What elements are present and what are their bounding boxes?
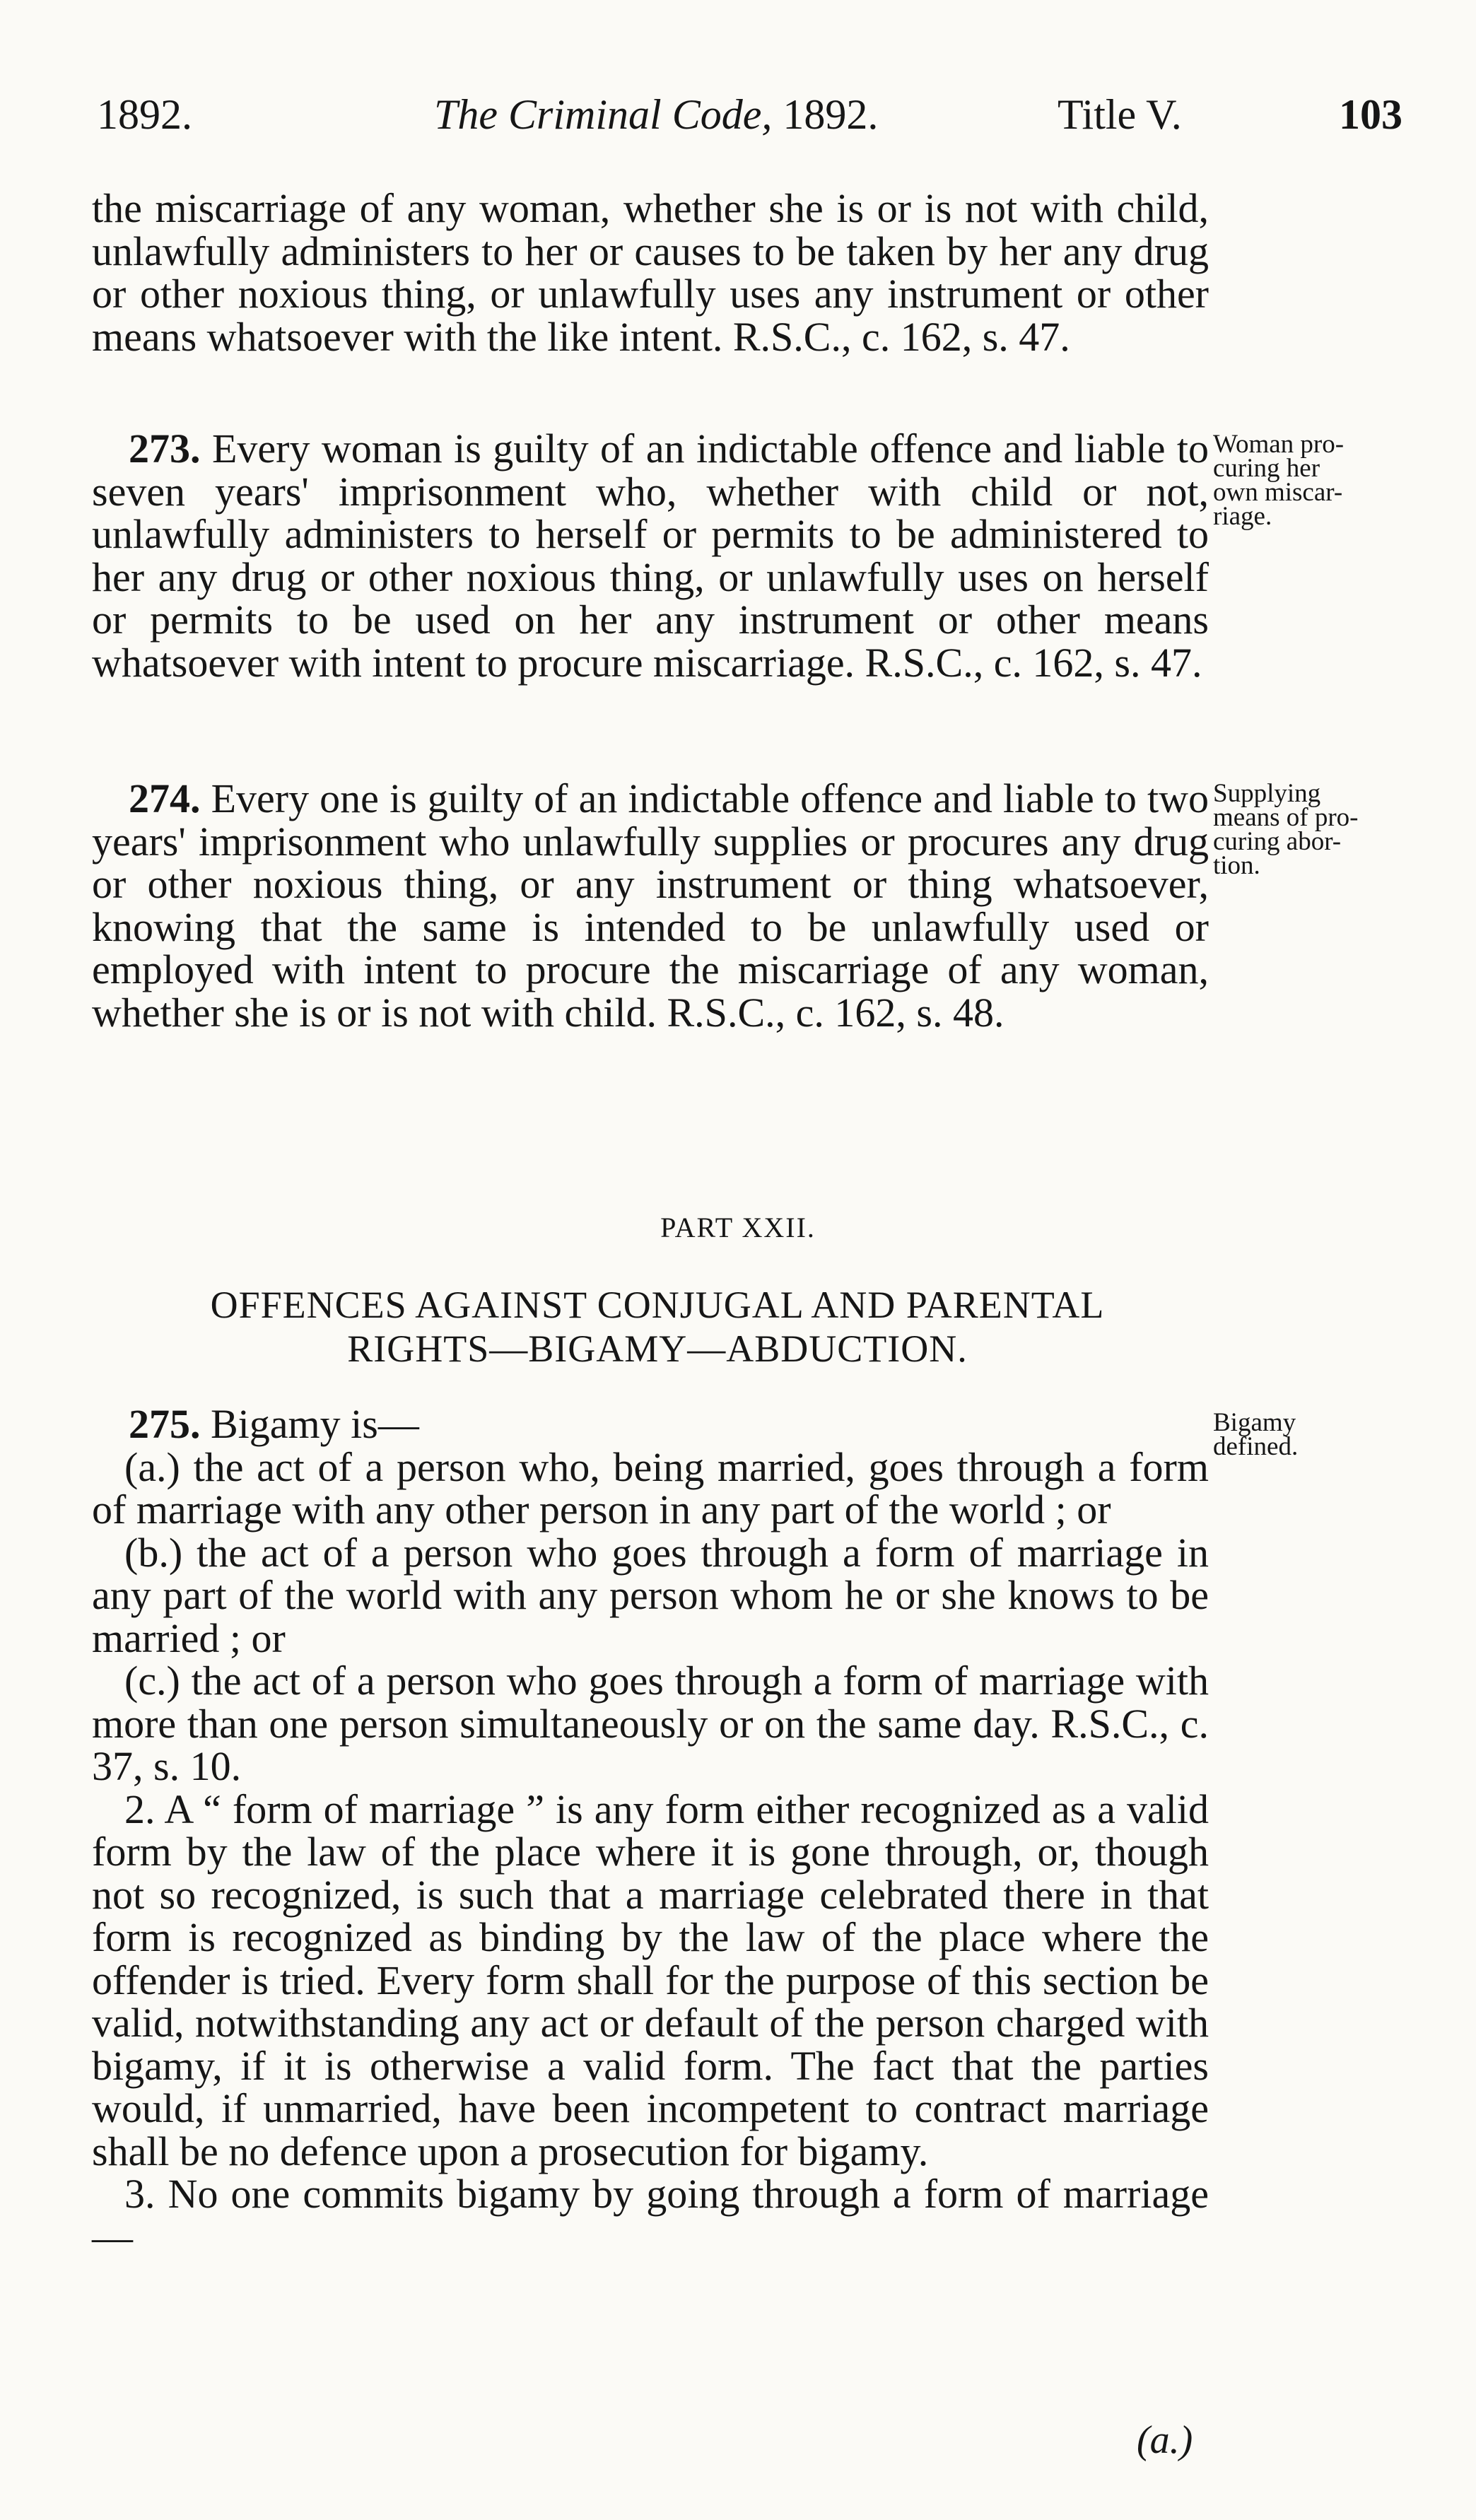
header-title-part: Title V. [1058,91,1182,138]
part-heading-line1: OFFENCES AGAINST CONJUGAL AND PARENTAL [210,1284,1105,1326]
part-heading [106,1283,1209,1371]
section-275-intro: Bigamy is— [211,1401,419,1447]
margin-note-274-line: Supplying [1213,779,1321,808]
section-273-text: Every woman is guilty of an indictable offence and liable to seven years' imprisonment who, whether with child or not, unlawfully administers to herself or permits to be administered to her any drug or other noxious thing, or unlawfully uses on herself or permits to be used on her any instrument or other means whatsoever with intent to procure miscarriage. R.S.C., c. 162, s. 47. [92,426,1210,686]
margin-note-274-line: curing abor- [1213,827,1342,856]
part-label: PART XXII. [660,1212,816,1243]
section-274-text: Every one is guilty of an indictable offence and liable to two years' imprisonment who unlawfully supplies or procures any drug or other noxious thing, or any instrument or thing whatsoever, knowing that the same is intended to be unlawfully used or employed with intent to procure the miscarriage of any woman, whether she is or is not with child. R.S.C., c. 162, s. 48. [92,775,1210,1036]
section-275-number: 275. [129,1401,201,1447]
margin-note-274-line: means of pro- [1213,803,1359,832]
section-275 [92,1403,1209,2258]
margin-note-275-line: defined. [1213,1432,1299,1461]
section-275-clause-c: (c.) the act of a person who goes through a form of marriage with more than one person simultaneously or on the same day. R.S.C., c. 37, s. 10. [92,1658,1209,1789]
margin-note-273 [1213,430,1425,531]
catchword: (a.) [1137,2418,1193,2462]
margin-note-273-line: curing her [1213,454,1320,483]
section-275-clause-a: (a.) the act of a person who, being married, goes through a form of marriage with any other person in any part of the world ; or [92,1443,1209,1532]
section-275-subsection-3: 3. No one commits bigamy by going through a form of marriage— [92,2171,1209,2260]
section-274 [92,775,1210,1036]
section-275-clause-b: (b.) the act of a person who goes through a form of marriage in any part of the world with any person whom he or she knows to be married ; or [92,1529,1209,1661]
section-275-subsection-2: 2. A “ form of marriage ” is any form either recognized as a valid form by the law of the place where it is gone through, or, though not so recognized, is such that a marriage celebrated there in that form is recognized as binding by the law of the place where the offender is tried. Every form shall for the purpose of this section be valid, notwithstanding any act or default of the person charged with bigamy, if it is otherwise a valid form. The fact that the parties would, if unmarried, have been incompetent to contract marriage shall be no defence upon a prosecution for bigamy. [92,1786,1209,2174]
margin-note-273-line: Woman pro- [1213,430,1345,459]
margin-note-274-line: tion. [1213,851,1260,880]
header-year: 1892. [97,91,192,138]
section-273 [92,428,1209,684]
header-title-year: 1892. [783,91,879,138]
margin-note-275 [1213,1408,1425,1461]
margin-note-275-line: Bigamy [1213,1408,1296,1437]
section-272-text: the miscarriage of any woman, whether she is or is not with child, unlawfully administers to her or causes to be taken by her any drug or other noxious thing, or unlawfully uses any instrument or other means whatsoever with the like intent. R.S.C., c. 162, s. 47. [92,185,1209,360]
header-title [434,93,878,136]
section-272-continuation [92,187,1209,358]
header-title-italic: The Criminal Code, [434,91,773,138]
section-273-number: 273. [129,426,201,471]
page-number: 103 [1339,91,1402,138]
margin-note-273-line: own miscar- [1213,478,1343,507]
margin-note-273-line: riage. [1213,502,1272,531]
section-274-number: 274. [129,775,201,821]
margin-note-274 [1213,779,1425,880]
part-heading-line2: RIGHTS—BIGAMY—ABDUCTION. [347,1328,968,1370]
